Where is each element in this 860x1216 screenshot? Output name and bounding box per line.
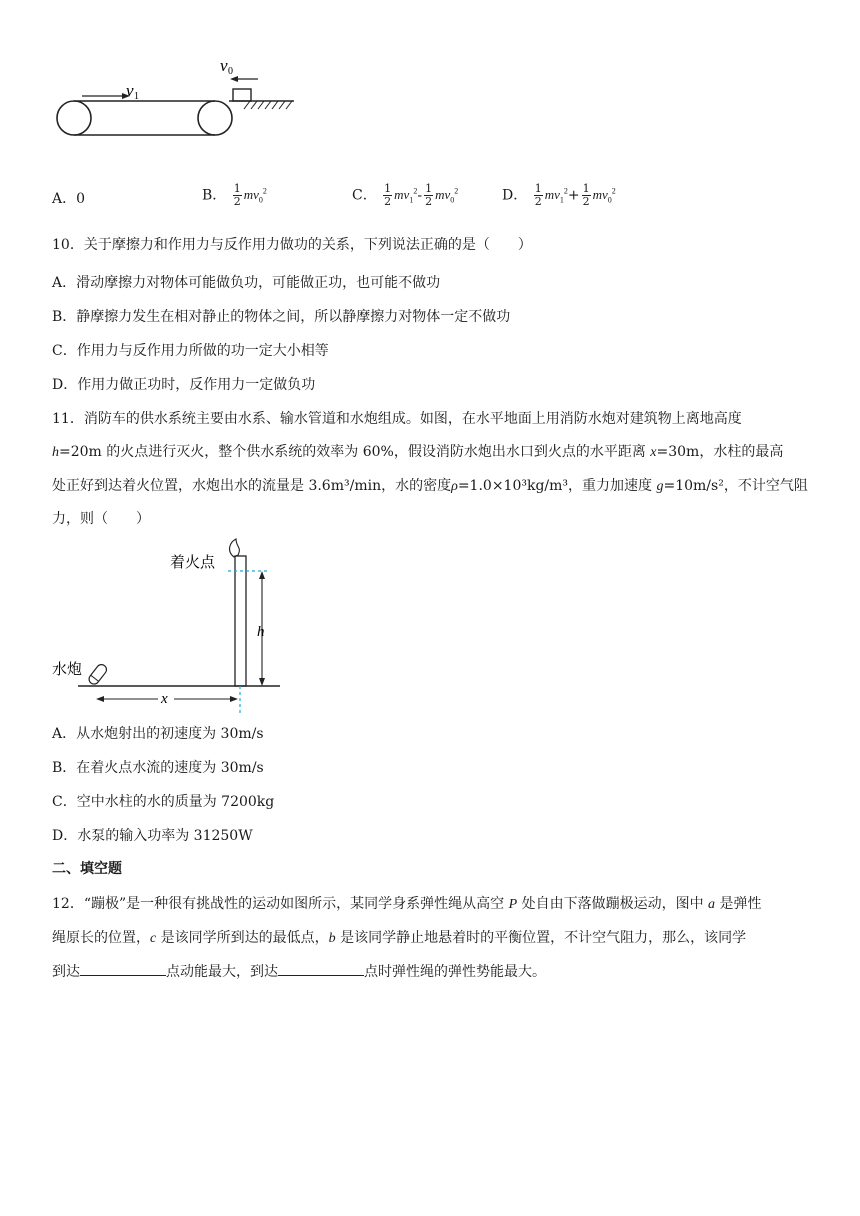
- question-11-line-3: 处正好到达着火位置，水炮出水的流量是 3.6m³/min，水的密度ρ=1.0×10³kg/m³，重力加速度 g=10m/s²，不计空气阻: [52, 478, 808, 494]
- question-12-line-1: 12．“蹦极”是一种很有挑战性的运动如图所示，某同学身系弹性绳从高空 P 处自由下落做蹦极运动，图中 a 是弹性: [52, 896, 762, 912]
- q10-option-c: C．作用力与反作用力所做的功一定大小相等: [52, 343, 329, 359]
- answer-blank-2[interactable]: [278, 961, 364, 976]
- option-c: C． $\frac{1}{2}$ $mv_1^2-$ $\frac{1}{2}$ $mv_0^2$: [352, 181, 459, 208]
- svg-text:1: 1: [134, 91, 139, 102]
- question-11-line-4: 力，则（ ）: [52, 511, 150, 527]
- question-11-line-1: 11．消防车的供水系统主要由水系、输水管道和水炮组成。如图，在水平地面上用消防水炮对建筑物上离地高度: [52, 411, 742, 427]
- x-label: x: [161, 691, 168, 707]
- fire-point-label: 着火点: [170, 553, 216, 571]
- question-12-line-3: 到达 点动能最大，到达 点时弹性绳的弹性势能最大。: [52, 961, 546, 983]
- q11-option-c: C．空中水柱的水的质量为 7200kg: [52, 794, 275, 810]
- answer-blank-1[interactable]: [80, 961, 166, 976]
- q11-option-a: A．从水炮射出的初速度为 30m/s: [52, 726, 264, 742]
- question-11-line-2: h=20m 的火点进行灭火，整个供水系统的效率为 60%，假设消防水炮出水口到火点的水平距离 x=30m，水柱的最高: [52, 444, 784, 460]
- question-10-stem: 10．关于摩擦力和作用力与反作用力做功的关系，下列说法正确的是（ ）: [52, 237, 532, 253]
- cannon-label: 水炮: [52, 660, 83, 678]
- q10-option-b: B．静摩擦力发生在相对静止的物体之间，所以静摩擦力对物体一定不做功: [52, 309, 511, 325]
- q10-option-a: A．滑动摩擦力对物体可能做负功，可能做正功，也可能不做功: [52, 275, 441, 291]
- v1-label: v: [126, 81, 134, 100]
- question-12-line-2: 绳原长的位置，c 是该同学所到达的最低点，b 是该同学静止地悬着时的平衡位置，不计空气阻力，那么，该同学: [52, 930, 747, 946]
- option-d: D． $\frac{1}{2}$ $mv_1^2+$ $\frac{1}{2}$ $mv_0^2$: [502, 181, 616, 208]
- h-label: h: [257, 624, 265, 640]
- q11-option-b: B．在着火点水流的速度为 30m/s: [52, 760, 264, 776]
- q10-option-d: D．作用力做正功时，反作用力一定做负功: [52, 377, 316, 393]
- svg-text:0: 0: [228, 66, 233, 77]
- q11-option-d: D．水泵的输入功率为 31250W: [52, 828, 253, 844]
- conveyor-belt-figure: [50, 52, 300, 140]
- option-b: B． $\frac{1}{2}$ $mv_0^2$: [202, 181, 267, 208]
- section-heading-fill-in: 二、填空题: [52, 861, 122, 877]
- v0-label: v: [220, 56, 228, 75]
- fire-cannon-figure: [48, 537, 298, 715]
- option-a: A．0: [52, 191, 86, 207]
